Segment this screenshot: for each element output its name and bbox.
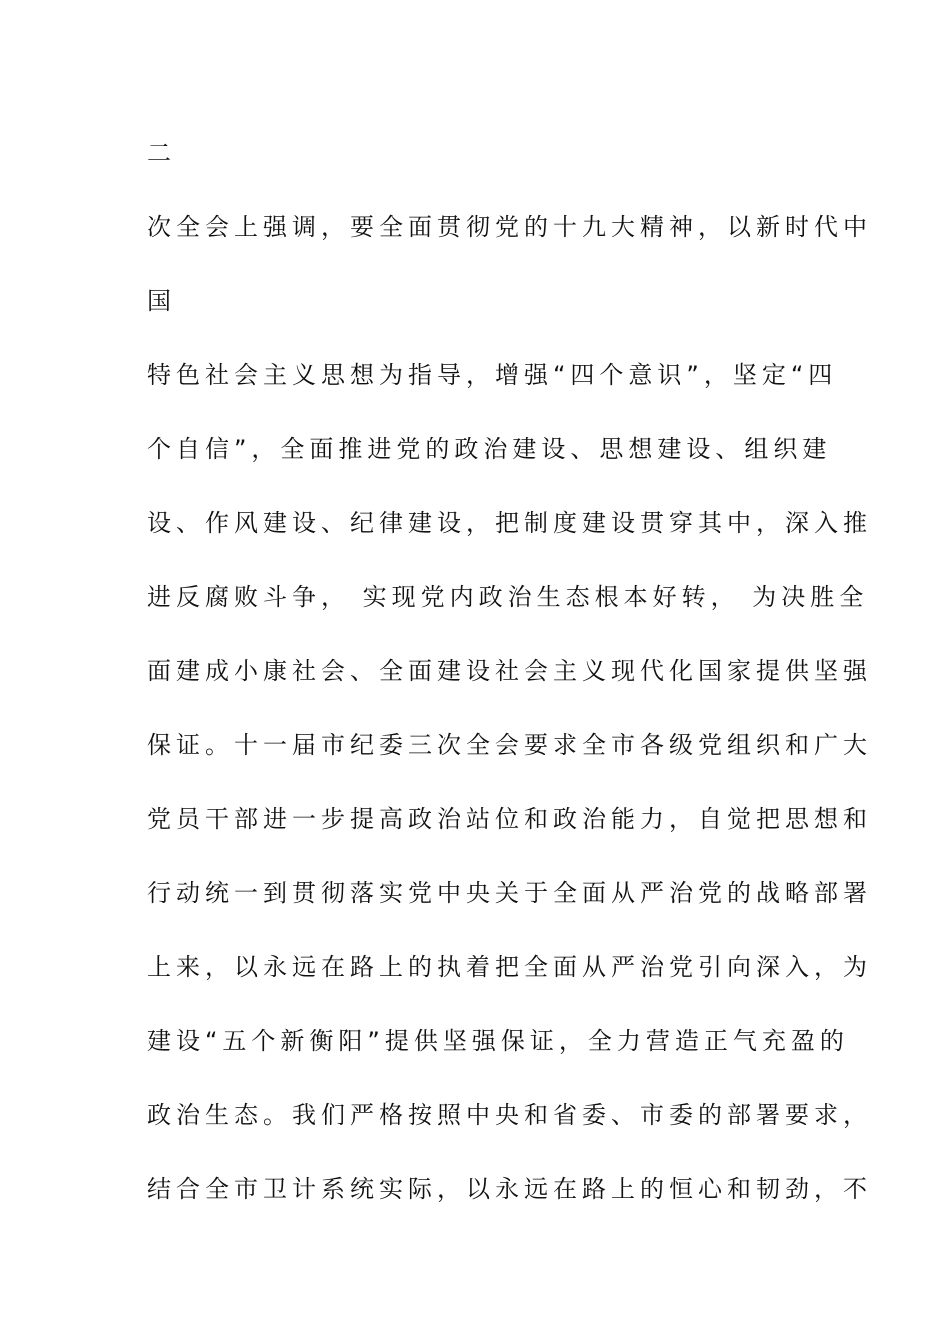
text-line: 国 <box>147 287 176 315</box>
text-line: 建设“五个新衡阳”提供坚强保证，全力营造正气充盈的 <box>147 1027 849 1055</box>
text-line: 次全会上强调，要全面贯彻党的十九大精神，以新时代中 <box>147 213 872 241</box>
text-line: 政治生态。我们严格按照中央和省委、市委的部署要求， <box>147 1101 872 1129</box>
text-line: 二 <box>147 139 176 167</box>
text-line: 结合全市卫计系统实际，以永远在路上的恒心和韧劲，不 <box>147 1175 872 1203</box>
text-line: 面建成小康社会、全面建设社会主义现代化国家提供坚强 <box>147 657 872 685</box>
text-line: 特色社会主义思想为指导，增强“四个意识”，坚定“四 <box>147 361 838 389</box>
text-line: 保证。十一届市纪委三次全会要求全市各级党组织和广大 <box>147 731 872 759</box>
text-line: 党员干部进一步提高政治站位和政治能力，自觉把思想和 <box>147 805 872 833</box>
text-line: 进反腐败斗争， 实现党内政治生态根本好转， 为决胜全 <box>147 583 869 611</box>
text-line: 行动统一到贯彻落实党中央关于全面从严治党的战略部署 <box>147 879 872 907</box>
body-text <box>147 128 872 1238</box>
text-line: 设、作风建设、纪律建设，把制度建设贯穿其中，深入推 <box>147 509 872 537</box>
text-line: 个自信”，全面推进党的政治建设、思想建设、组织建 <box>147 435 832 463</box>
text-line: 上来，以永远在路上的执着把全面从严治党引向深入，为 <box>147 953 872 981</box>
